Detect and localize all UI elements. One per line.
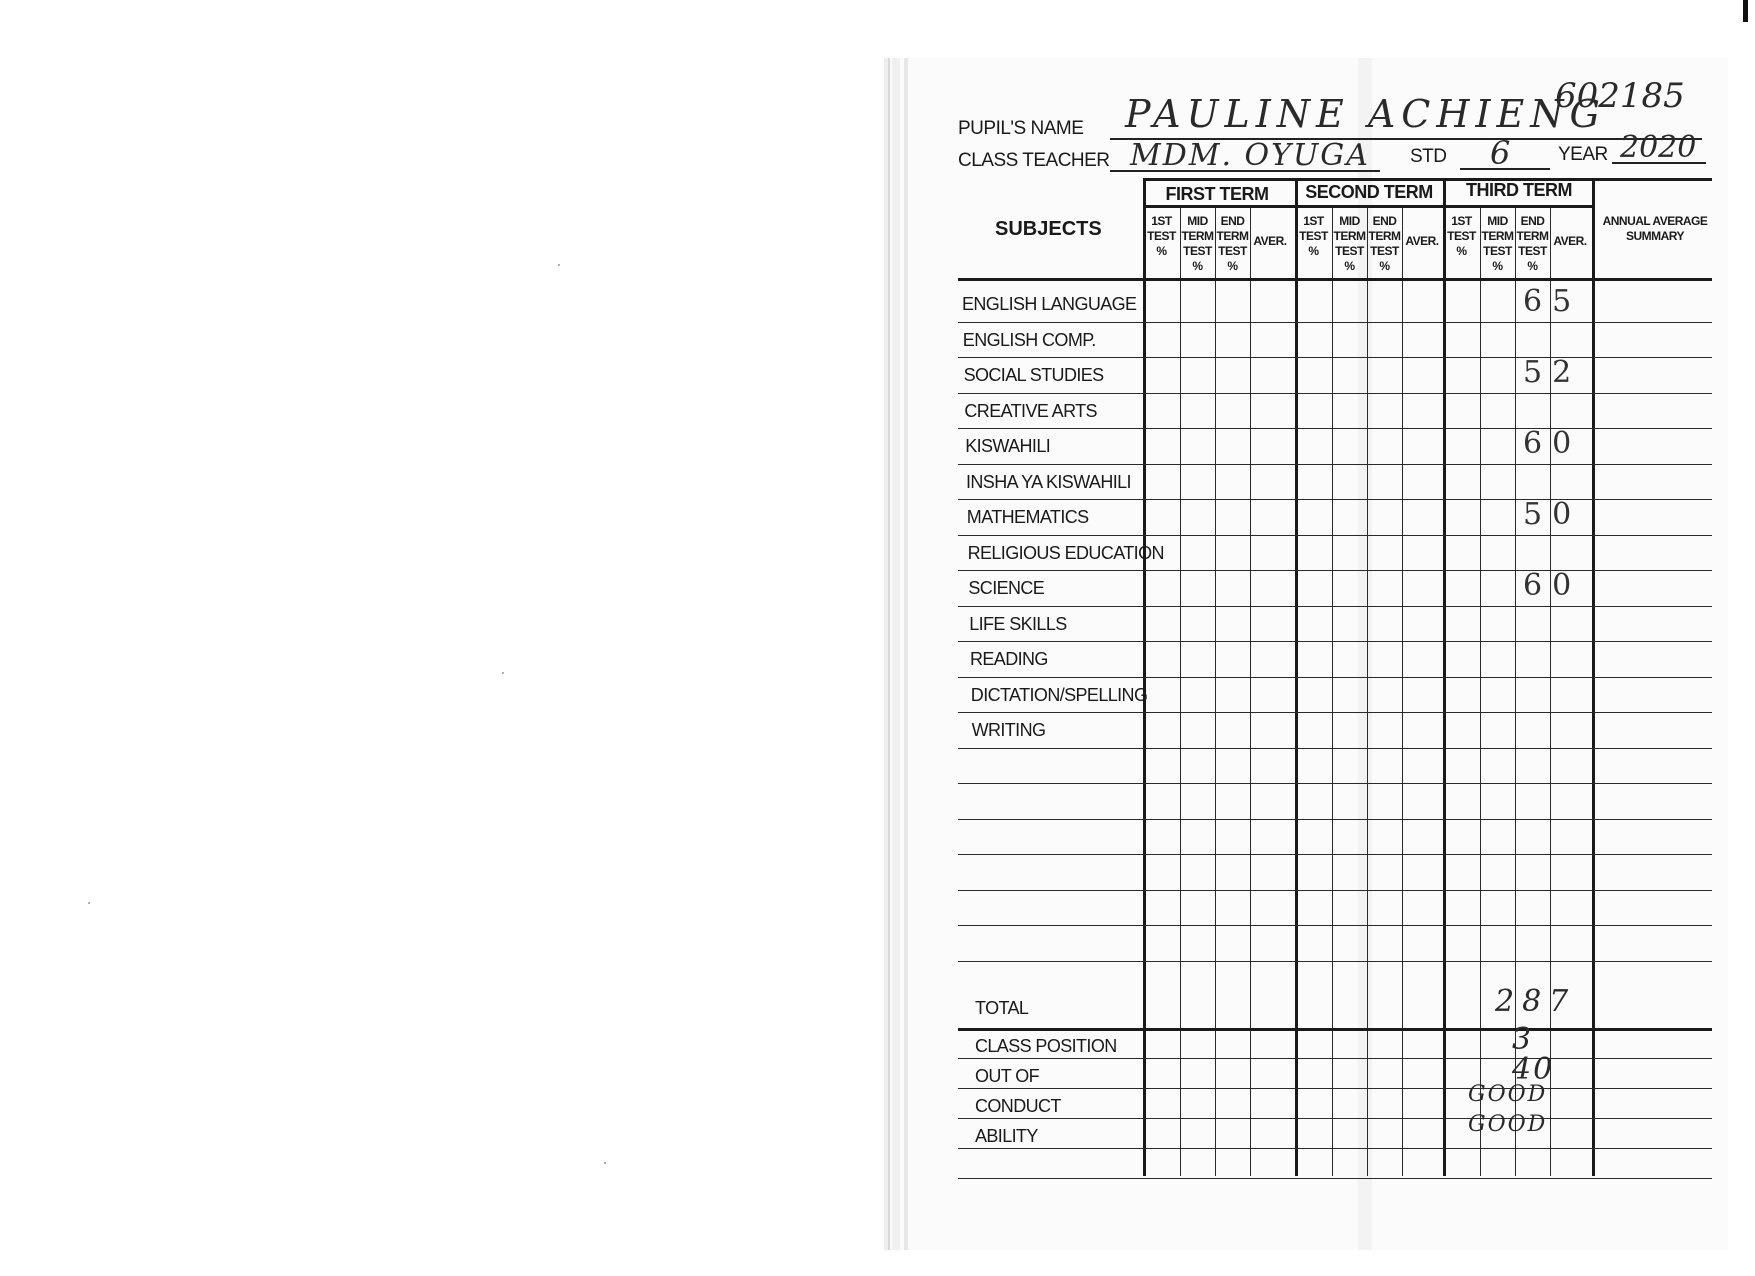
subject-name: MATHEMATICS <box>966 507 1089 527</box>
row-line <box>958 677 1712 678</box>
summary-label: CLASS POSITION <box>975 1036 1117 1056</box>
sub-column-header: AVER. <box>1253 234 1287 248</box>
header-top-line <box>1143 178 1712 181</box>
row-line <box>958 428 1712 429</box>
term-divider <box>1143 180 1146 1176</box>
subject-name: INSHA YA KISWAHILI <box>966 471 1131 492</box>
class-teacher-value: MDM. OYUGA <box>1130 138 1370 173</box>
row-line <box>958 464 1712 465</box>
term-divider <box>1443 180 1446 1176</box>
std-label: STD <box>1410 146 1447 167</box>
sub-column-header: 1ST TEST % <box>1299 214 1328 258</box>
subject-name: SOCIAL STUDIES <box>963 365 1104 385</box>
sub-column-header: MID TERM TEST % <box>1333 214 1366 273</box>
subject-name: WRITING <box>971 720 1046 740</box>
row-line <box>958 393 1712 394</box>
summary-value: GOOD <box>1468 1112 1548 1137</box>
year-label: YEAR <box>1558 144 1608 165</box>
row-line <box>958 819 1712 820</box>
subject-name: LIFE SKILLS <box>969 613 1067 634</box>
subjects-header: SUBJECTS <box>995 218 1102 240</box>
term-divider <box>1295 180 1298 1176</box>
summary-row-line <box>958 1118 1712 1119</box>
row-line <box>958 357 1712 358</box>
summary-row-line <box>958 1148 1712 1149</box>
summary-label: OUT OF <box>975 1066 1040 1086</box>
year-value: 2020 <box>1620 130 1697 165</box>
term-divider <box>1592 180 1595 1176</box>
header-bottom-line <box>958 278 1712 281</box>
first-term-header: FIRST TERM <box>1165 184 1269 204</box>
sub-column-header: MID TERM TEST % <box>1181 214 1214 273</box>
sub-column-header: 1ST TEST % <box>1447 214 1476 258</box>
scan-speck <box>502 672 504 674</box>
third-term-end-test-score: 50 <box>1523 497 1582 532</box>
third-term-header: THIRD TERM <box>1466 180 1572 200</box>
summary-label: TOTAL <box>975 998 1029 1018</box>
summary-row-line <box>958 1088 1712 1089</box>
subject-name: KISWAHILI <box>965 436 1051 456</box>
annual-average-header: ANNUAL AVERAGE SUMMARY <box>1602 214 1708 243</box>
row-line <box>958 925 1712 926</box>
scan-speck <box>604 1162 606 1164</box>
third-term-end-test-score: 60 <box>1523 426 1582 461</box>
pupil-name-value: PAULINE ACHIENG <box>1125 92 1606 136</box>
third-term-end-test-score: 60 <box>1523 568 1582 603</box>
summary-value: 287 <box>1495 984 1577 1019</box>
subject-name: ENGLISH LANGUAGE <box>962 294 1137 314</box>
sub-column-header: END TERM TEST % <box>1516 214 1549 273</box>
sub-column-header: END TERM TEST % <box>1216 214 1249 273</box>
row-line <box>958 890 1712 891</box>
subject-name: RELIGIOUS EDUCATION <box>967 542 1164 563</box>
second-term-header: SECOND TERM <box>1305 182 1433 202</box>
pupil-name-label: PUPIL'S NAME <box>958 118 1084 139</box>
summary-value: 3 <box>1512 1022 1534 1057</box>
summary-row-line <box>958 1058 1712 1059</box>
sub-column-header: 1ST TEST % <box>1147 214 1176 258</box>
row-line <box>958 641 1712 642</box>
row-line <box>958 606 1712 607</box>
subject-name: SCIENCE <box>968 578 1045 598</box>
row-line <box>958 535 1712 536</box>
summary-label: CONDUCT <box>975 1096 1061 1116</box>
subject-name: READING <box>970 649 1048 669</box>
summary-label: ABILITY <box>975 1126 1038 1146</box>
row-line <box>958 712 1712 713</box>
sub-column-header: AVER. <box>1553 234 1587 248</box>
summary-value: 40 <box>1512 1052 1555 1087</box>
scan-speck <box>558 264 560 266</box>
scan-speck <box>88 902 90 904</box>
subject-name: CREATIVE ARTS <box>964 400 1097 421</box>
sub-column-header: MID TERM TEST % <box>1481 214 1514 273</box>
row-line <box>958 854 1712 855</box>
third-term-end-test-score: 52 <box>1523 355 1582 390</box>
summary-value: GOOD <box>1468 1082 1548 1107</box>
row-line <box>958 570 1712 571</box>
summary-row-line <box>958 1178 1712 1179</box>
row-line <box>958 783 1712 784</box>
summary-top-line <box>958 1028 1712 1031</box>
std-underline <box>1460 168 1550 170</box>
sub-column-header: END TERM TEST % <box>1368 214 1401 273</box>
third-term-end-test-score: 65 <box>1523 284 1582 319</box>
subject-name: ENGLISH COMP. <box>962 329 1096 350</box>
std-value: 6 <box>1490 134 1511 172</box>
record-number: 602185 <box>1555 76 1685 116</box>
sub-column-header: AVER. <box>1405 234 1439 248</box>
scan-edge-mark <box>1743 0 1748 22</box>
class-teacher-label: CLASS TEACHER <box>958 150 1110 171</box>
row-line <box>958 499 1712 500</box>
year-underline <box>1612 162 1706 164</box>
subject-name: DICTATION/SPELLING <box>970 684 1148 705</box>
row-line <box>958 748 1712 749</box>
row-line <box>958 961 1712 962</box>
term-header-line <box>1143 205 1595 208</box>
class-teacher-underline <box>1110 170 1380 172</box>
row-line <box>958 322 1712 323</box>
